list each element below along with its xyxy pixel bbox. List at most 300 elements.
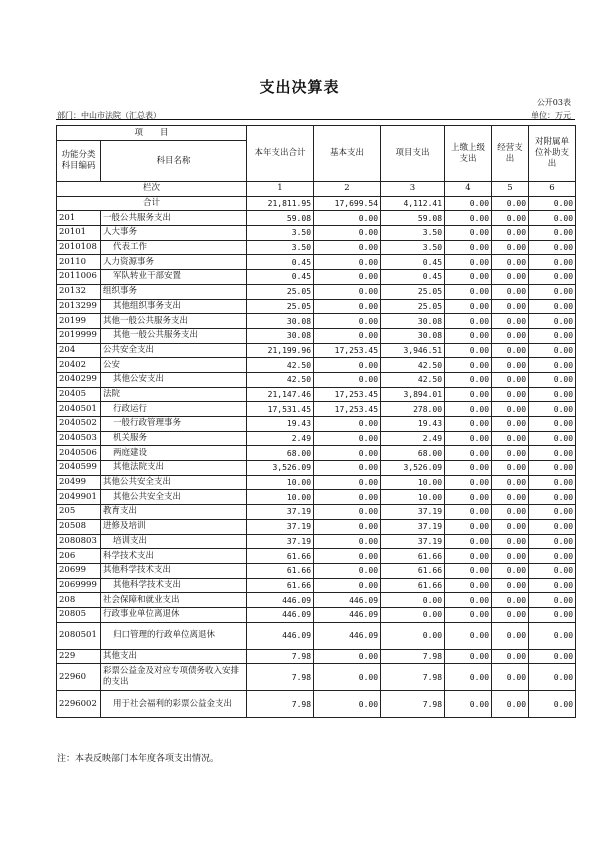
row-value: 0.00 (314, 490, 381, 505)
row-value: 0.00 (445, 387, 492, 402)
unit-label: 单位：万元 (531, 111, 571, 120)
row-value: 0.00 (445, 664, 492, 691)
row-value: 0.00 (492, 284, 529, 299)
table-row (57, 691, 576, 718)
row-value: 0.00 (445, 328, 492, 343)
row-code: 2013299 (57, 299, 101, 314)
table-row (57, 446, 576, 461)
row-value: 0.00 (445, 240, 492, 255)
row-value: 0.00 (445, 593, 492, 608)
row-value: 0.00 (529, 314, 576, 329)
table-row (57, 299, 576, 314)
row-value: 0.00 (529, 505, 576, 520)
row-value: 3.50 (247, 240, 314, 255)
row-code: 20132 (57, 284, 101, 299)
row-value: 0.00 (314, 446, 381, 461)
row-value: 0.00 (492, 255, 529, 270)
row-value: 0.00 (314, 578, 381, 593)
row-value: 10.00 (247, 490, 314, 505)
row-value: 0.00 (492, 649, 529, 664)
row-value: 59.08 (381, 211, 445, 226)
row-code: 229 (57, 649, 101, 664)
row-value: 0.00 (492, 549, 529, 564)
row-value: 0.00 (445, 563, 492, 578)
row-subject-name: 进修及培训 (101, 519, 247, 534)
row-subject-name: 军队转业干部安置 (101, 270, 247, 285)
row-code: 208 (57, 593, 101, 608)
row-subject-name: 其他科学技术支出 (101, 563, 247, 578)
header-subject-name: 科目名称 (101, 141, 247, 182)
row-value: 0.00 (314, 240, 381, 255)
row-value: 0.00 (529, 649, 576, 664)
row-value: 0.00 (529, 417, 576, 432)
row-value: 0.00 (529, 402, 576, 417)
column-index-label: 栏次 (57, 182, 247, 197)
row-value: 25.05 (381, 284, 445, 299)
row-value: 0.00 (492, 593, 529, 608)
row-value: 30.08 (381, 314, 445, 329)
row-value: 0.00 (529, 578, 576, 593)
row-value: 0.00 (492, 270, 529, 285)
row-value: 7.98 (247, 691, 314, 718)
table-row (57, 563, 576, 578)
row-value: 0.00 (529, 461, 576, 476)
row-subject-name: 教育支出 (101, 505, 247, 520)
row-value: 0.00 (529, 240, 576, 255)
row-value: 25.05 (247, 299, 314, 314)
row-value: 0.00 (314, 328, 381, 343)
row-value: 0.00 (529, 446, 576, 461)
table-row (57, 475, 576, 490)
row-value: 0.00 (314, 314, 381, 329)
table-row (57, 549, 576, 564)
row-value: 37.19 (381, 505, 445, 520)
row-subject-name: 人力资源事务 (101, 255, 247, 270)
table-row (57, 387, 576, 402)
row-value: 61.66 (381, 563, 445, 578)
row-value: 0.00 (314, 505, 381, 520)
header-func-code: 功能分类科目编码 (57, 141, 101, 182)
row-value: 0.00 (529, 607, 576, 622)
row-value: 0.00 (492, 607, 529, 622)
row-value: 0.00 (314, 270, 381, 285)
row-code: 20805 (57, 607, 101, 622)
row-code: 2019999 (57, 328, 101, 343)
row-code: 20508 (57, 519, 101, 534)
row-value: 0.00 (492, 211, 529, 226)
row-value: 0.00 (445, 505, 492, 520)
total-value: 0.00 (445, 196, 492, 211)
total-value: 0.00 (529, 196, 576, 211)
row-value: 7.98 (381, 664, 445, 691)
row-value: 21,147.46 (247, 387, 314, 402)
table-row (57, 505, 576, 520)
row-value: 0.00 (314, 211, 381, 226)
table-row (57, 417, 576, 432)
row-value: 0.00 (492, 226, 529, 241)
row-subject-name: 培训支出 (101, 534, 247, 549)
row-value: 3.50 (381, 240, 445, 255)
row-subject-name: 社会保障和就业支出 (101, 593, 247, 608)
row-value: 2.49 (247, 431, 314, 446)
row-value: 0.00 (529, 664, 576, 691)
row-value: 0.00 (529, 519, 576, 534)
column-index: 5 (492, 182, 529, 197)
row-value: 3,526.09 (381, 461, 445, 476)
row-value: 0.00 (492, 328, 529, 343)
row-value: 0.00 (492, 563, 529, 578)
row-value: 446.09 (247, 593, 314, 608)
row-value: 25.05 (381, 299, 445, 314)
table-row (57, 461, 576, 476)
table-row (57, 314, 576, 329)
row-value: 0.00 (529, 343, 576, 358)
row-value: 37.19 (381, 519, 445, 534)
row-value: 0.00 (314, 431, 381, 446)
row-code: 20405 (57, 387, 101, 402)
row-value: 0.00 (314, 649, 381, 664)
row-value: 0.00 (314, 691, 381, 718)
row-value: 0.00 (445, 284, 492, 299)
row-value: 0.00 (445, 372, 492, 387)
table-row (57, 328, 576, 343)
header-item: 项 目 (57, 126, 247, 141)
row-value: 0.00 (445, 314, 492, 329)
row-value: 0.00 (492, 505, 529, 520)
row-value: 0.00 (529, 358, 576, 373)
row-value: 0.00 (492, 691, 529, 718)
header-col-business: 经营支出 (492, 126, 529, 182)
row-value: 42.50 (247, 358, 314, 373)
row-value: 2.49 (381, 431, 445, 446)
row-value: 0.00 (445, 358, 492, 373)
footnote: 注：本表反映部门本年度各项支出情况。 (57, 754, 220, 764)
table-row (57, 226, 576, 241)
row-subject-name: 其他一般公共服务支出 (101, 328, 247, 343)
row-code: 2011006 (57, 270, 101, 285)
row-code: 2049901 (57, 490, 101, 505)
row-value: 0.00 (445, 343, 492, 358)
row-value: 0.00 (314, 475, 381, 490)
row-subject-name: 其他法院支出 (101, 461, 247, 476)
row-value: 0.00 (529, 255, 576, 270)
row-value: 37.19 (381, 534, 445, 549)
table-row (57, 622, 576, 649)
row-value: 0.00 (492, 490, 529, 505)
row-code: 2040502 (57, 417, 101, 432)
row-value: 0.00 (445, 622, 492, 649)
table-row (57, 343, 576, 358)
row-value: 0.00 (314, 417, 381, 432)
row-value: 0.00 (314, 664, 381, 691)
row-value: 30.08 (247, 314, 314, 329)
row-value: 0.45 (381, 270, 445, 285)
row-value: 21,199.96 (247, 343, 314, 358)
row-value: 61.66 (247, 563, 314, 578)
row-value: 42.50 (247, 372, 314, 387)
total-value: 21,811.95 (247, 196, 314, 211)
row-value: 0.00 (492, 622, 529, 649)
row-value: 19.43 (247, 417, 314, 432)
row-value: 0.00 (492, 417, 529, 432)
row-value: 30.08 (247, 328, 314, 343)
row-value: 3,946.51 (381, 343, 445, 358)
row-value: 0.00 (314, 284, 381, 299)
row-value: 446.09 (247, 607, 314, 622)
row-value: 7.98 (247, 649, 314, 664)
page-title: 支出决算表 (259, 78, 340, 96)
row-value: 0.00 (529, 563, 576, 578)
total-row (57, 196, 576, 211)
row-value: 0.00 (529, 549, 576, 564)
row-code: 2040299 (57, 372, 101, 387)
row-value: 0.00 (492, 519, 529, 534)
row-value: 0.00 (381, 593, 445, 608)
column-index: 6 (529, 182, 576, 197)
row-value: 3.50 (247, 226, 314, 241)
row-value: 17,253.45 (314, 387, 381, 402)
row-value: 0.00 (529, 211, 576, 226)
row-value: 0.00 (445, 534, 492, 549)
row-value: 0.00 (529, 475, 576, 490)
row-code: 2296002 (57, 691, 101, 718)
row-value: 0.00 (529, 431, 576, 446)
row-value: 42.50 (381, 358, 445, 373)
table-row (57, 607, 576, 622)
header-col-basic: 基本支出 (314, 126, 381, 182)
row-value: 446.09 (247, 622, 314, 649)
row-value: 0.00 (445, 691, 492, 718)
row-code: 2069999 (57, 578, 101, 593)
row-value: 0.00 (445, 649, 492, 664)
row-subject-name: 行政运行 (101, 402, 247, 417)
row-value: 0.00 (445, 578, 492, 593)
row-code: 2080501 (57, 622, 101, 649)
row-value: 7.98 (247, 664, 314, 691)
row-value: 0.45 (381, 255, 445, 270)
row-value: 0.00 (314, 299, 381, 314)
row-value: 10.00 (381, 490, 445, 505)
table-row (57, 534, 576, 549)
row-value: 0.00 (529, 691, 576, 718)
row-value: 446.09 (314, 622, 381, 649)
row-code: 2080803 (57, 534, 101, 549)
row-code: 201 (57, 211, 101, 226)
row-subject-name: 用于社会福利的彩票公益金支出 (101, 691, 247, 718)
row-code: 2010108 (57, 240, 101, 255)
column-index: 3 (381, 182, 445, 197)
table-row (57, 664, 576, 691)
row-value: 7.98 (381, 649, 445, 664)
row-value: 0.00 (314, 226, 381, 241)
row-code: 205 (57, 505, 101, 520)
header-col-total: 本年支出合计 (247, 126, 314, 182)
row-code: 20101 (57, 226, 101, 241)
row-subject-name: 一般行政管理事务 (101, 417, 247, 432)
row-subject-name: 其他科学技术支出 (101, 578, 247, 593)
row-value: 0.00 (445, 299, 492, 314)
row-code: 2040506 (57, 446, 101, 461)
row-value: 19.43 (381, 417, 445, 432)
row-value: 446.09 (314, 593, 381, 608)
row-value: 68.00 (381, 446, 445, 461)
row-value: 0.00 (492, 358, 529, 373)
row-value: 0.00 (492, 240, 529, 255)
total-label: 合计 (57, 196, 247, 211)
header-rule (56, 119, 575, 120)
row-value: 0.00 (492, 534, 529, 549)
column-index: 2 (314, 182, 381, 197)
total-value: 17,699.54 (314, 196, 381, 211)
form-code: 公开03表 (536, 98, 571, 107)
row-subject-name: 其他公共安全支出 (101, 475, 247, 490)
total-value: 0.00 (492, 196, 529, 211)
row-value: 7.98 (381, 691, 445, 718)
row-subject-name: 公共安全支出 (101, 343, 247, 358)
row-value: 0.00 (492, 446, 529, 461)
table-row (57, 284, 576, 299)
row-value: 0.00 (529, 328, 576, 343)
table-row (57, 402, 576, 417)
row-value: 17,531.45 (247, 402, 314, 417)
row-value: 0.00 (492, 578, 529, 593)
row-value: 0.00 (445, 226, 492, 241)
row-value: 446.09 (314, 607, 381, 622)
row-code: 206 (57, 549, 101, 564)
row-value: 0.00 (492, 314, 529, 329)
row-value: 0.00 (492, 299, 529, 314)
row-value: 37.19 (247, 534, 314, 549)
row-value: 0.00 (529, 387, 576, 402)
row-value: 0.00 (492, 372, 529, 387)
row-value: 68.00 (247, 446, 314, 461)
row-subject-name: 公安 (101, 358, 247, 373)
row-value: 0.00 (492, 664, 529, 691)
row-value: 0.00 (314, 549, 381, 564)
row-value: 0.00 (529, 226, 576, 241)
row-value: 0.00 (492, 343, 529, 358)
row-value: 0.00 (314, 372, 381, 387)
row-value: 0.00 (314, 534, 381, 549)
row-value: 61.66 (247, 549, 314, 564)
row-code: 20699 (57, 563, 101, 578)
row-subject-name: 其他一般公共服务支出 (101, 314, 247, 329)
row-subject-name: 行政事业单位离退休 (101, 607, 247, 622)
row-code: 2040599 (57, 461, 101, 476)
row-value: 37.19 (247, 519, 314, 534)
row-value: 0.00 (445, 417, 492, 432)
row-value: 61.66 (247, 578, 314, 593)
row-subject-name: 科学技术支出 (101, 549, 247, 564)
table-row (57, 211, 576, 226)
row-subject-name: 归口管理的行政单位离退休 (101, 622, 247, 649)
row-subject-name: 其他组织事务支出 (101, 299, 247, 314)
row-value: 17,253.45 (314, 343, 381, 358)
row-value: 61.66 (381, 578, 445, 593)
row-value: 3.50 (381, 226, 445, 241)
row-value: 0.00 (445, 270, 492, 285)
row-code: 204 (57, 343, 101, 358)
row-subject-name: 代表工作 (101, 240, 247, 255)
row-value: 0.00 (492, 387, 529, 402)
row-value: 0.00 (529, 490, 576, 505)
row-value: 0.45 (247, 255, 314, 270)
row-value: 0.00 (445, 607, 492, 622)
row-value: 37.19 (247, 505, 314, 520)
row-subject-name: 其他公共安全支出 (101, 490, 247, 505)
table-row (57, 490, 576, 505)
row-value: 0.00 (445, 461, 492, 476)
row-subject-name: 彩票公益金及对应专项债务收入安排的支出 (101, 664, 247, 691)
row-value: 0.00 (381, 622, 445, 649)
row-value: 0.00 (445, 255, 492, 270)
row-value: 0.00 (529, 622, 576, 649)
row-code: 2040503 (57, 431, 101, 446)
expenditure-table (56, 125, 576, 718)
row-subject-name: 人大事务 (101, 226, 247, 241)
row-value: 0.00 (529, 593, 576, 608)
row-value: 42.50 (381, 372, 445, 387)
row-value: 0.00 (314, 255, 381, 270)
row-value: 59.08 (247, 211, 314, 226)
row-subject-name: 一般公共服务支出 (101, 211, 247, 226)
row-value: 0.00 (314, 563, 381, 578)
row-value: 0.00 (529, 372, 576, 387)
row-value: 0.00 (381, 607, 445, 622)
table-row (57, 372, 576, 387)
row-code: 22960 (57, 664, 101, 691)
row-value: 61.66 (381, 549, 445, 564)
row-value: 0.00 (445, 446, 492, 461)
row-subject-name: 其他支出 (101, 649, 247, 664)
row-value: 0.00 (445, 549, 492, 564)
row-value: 0.00 (314, 461, 381, 476)
table-row (57, 358, 576, 373)
row-value: 0.00 (445, 402, 492, 417)
row-value: 0.00 (445, 211, 492, 226)
row-value: 0.00 (529, 284, 576, 299)
table-row (57, 270, 576, 285)
row-value: 0.00 (529, 270, 576, 285)
department-label: 部门：中山市法院（汇总表） (57, 111, 161, 120)
row-value: 0.00 (314, 358, 381, 373)
table-row (57, 593, 576, 608)
row-value: 0.00 (445, 519, 492, 534)
table-row (57, 649, 576, 664)
row-value: 10.00 (381, 475, 445, 490)
row-value: 0.00 (529, 299, 576, 314)
row-code: 20110 (57, 255, 101, 270)
table-row (57, 519, 576, 534)
row-subject-name: 两庭建设 (101, 446, 247, 461)
row-value: 0.45 (247, 270, 314, 285)
row-value: 30.08 (381, 328, 445, 343)
row-subject-name: 法院 (101, 387, 247, 402)
row-subject-name: 组织事务 (101, 284, 247, 299)
row-value: 0.00 (492, 475, 529, 490)
row-code: 20402 (57, 358, 101, 373)
row-value: 3,526.09 (247, 461, 314, 476)
row-value: 0.00 (445, 490, 492, 505)
header-col-subsidy: 对附属单位补助支出 (529, 126, 576, 182)
header-col-upper: 上缴上级支出 (445, 126, 492, 182)
row-value: 0.00 (492, 461, 529, 476)
row-code: 20499 (57, 475, 101, 490)
header-col-project: 项目支出 (381, 126, 445, 182)
row-value: 0.00 (445, 475, 492, 490)
row-value: 0.00 (445, 431, 492, 446)
row-value: 0.00 (492, 402, 529, 417)
